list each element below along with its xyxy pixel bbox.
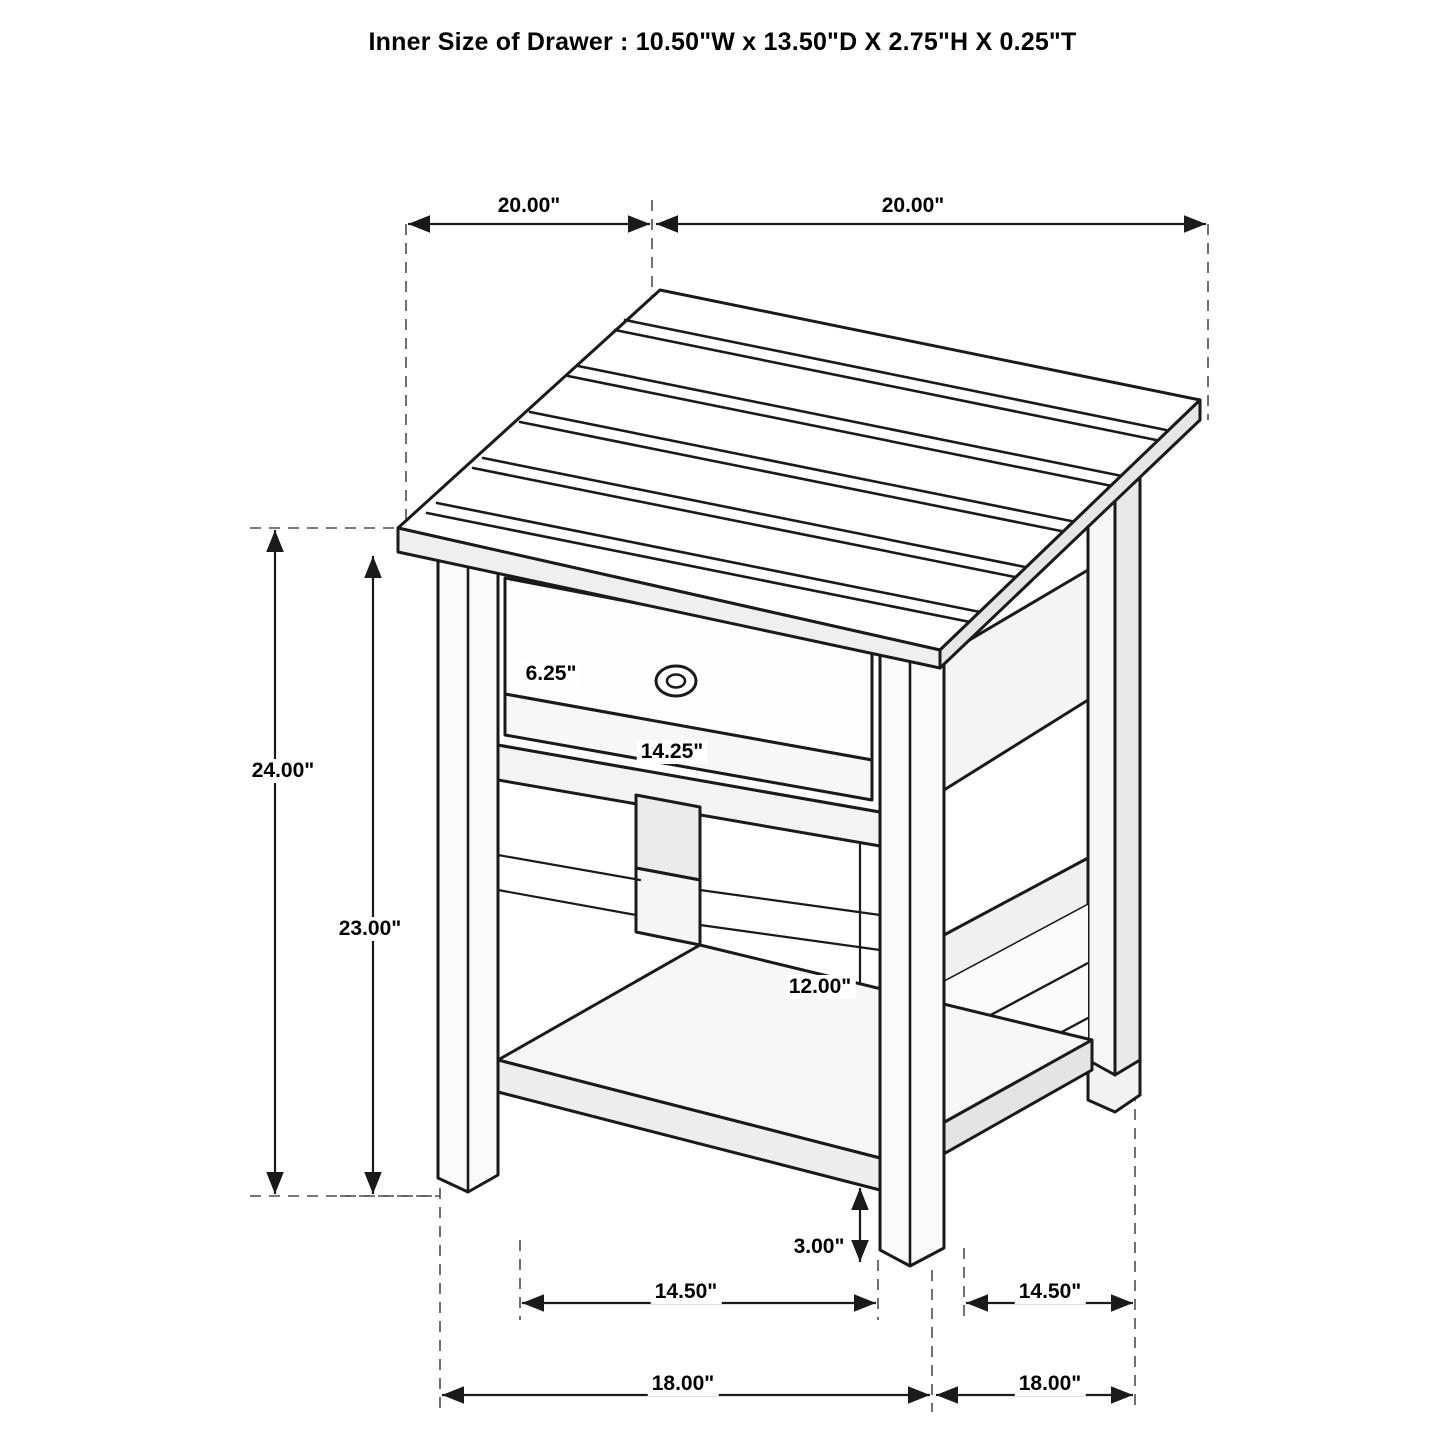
label-top-left-20: 20.00" xyxy=(494,194,565,218)
label-base-left-14-50: 14.50" xyxy=(651,1280,722,1304)
label-shelf-clearance-12: 12.00" xyxy=(785,975,856,999)
page-title: Inner Size of Drawer : 10.50"W x 13.50"D X 2.75"H X 0.25"T xyxy=(368,28,1077,56)
label-base-right-14-50: 14.50" xyxy=(1015,1280,1086,1304)
label-height-23: 23.00" xyxy=(335,917,406,941)
label-depth-left-18: 18.00" xyxy=(648,1372,719,1396)
label-depth-right-18: 18.00" xyxy=(1015,1372,1086,1396)
leg-back-right xyxy=(1088,470,1140,1112)
leg-front-left xyxy=(438,548,498,1192)
leg-front-right xyxy=(880,622,944,1266)
label-height-24: 24.00" xyxy=(248,759,319,783)
drawer-knob-icon[interactable] xyxy=(656,666,696,696)
label-leg-height-3: 3.00" xyxy=(790,1235,849,1259)
label-top-right-20: 20.00" xyxy=(878,194,949,218)
label-drawer-width-14-25: 14.25" xyxy=(637,740,708,764)
label-drawer-height-6-25: 6.25" xyxy=(522,662,581,686)
